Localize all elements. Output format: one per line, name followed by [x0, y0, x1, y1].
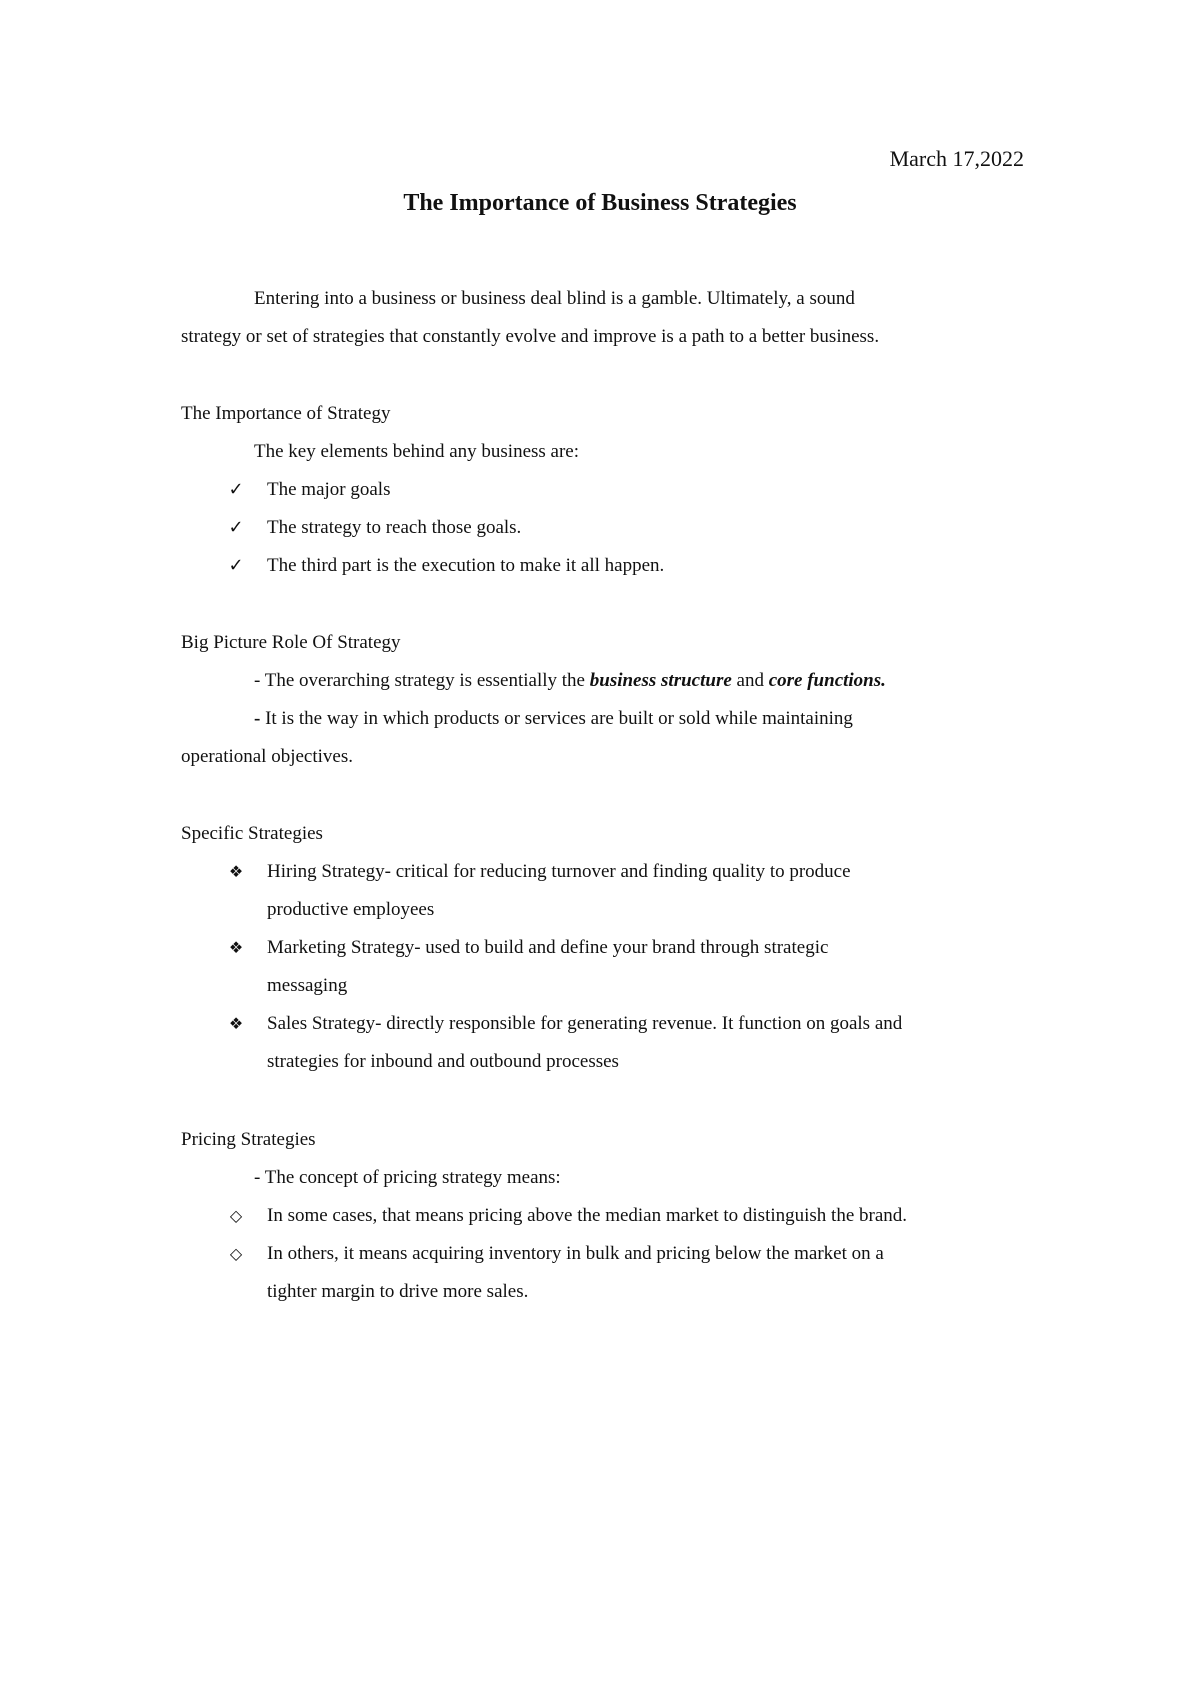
list-item: In some cases, that means pricing above the median market to distinguish the brand. [267, 1205, 908, 1226]
checkmark-icon: ✓ [228, 479, 244, 500]
four-diamond-icon: ❖ [228, 1014, 244, 1033]
list-item-continuation: strategies for inbound and outbound processes [267, 1051, 619, 1072]
list-item: Sales Strategy- directly responsible for generating revenue. It function on goals and [267, 1013, 903, 1034]
list-item: The strategy to reach those goals. [267, 517, 522, 538]
four-diamond-icon: ❖ [228, 938, 244, 957]
section-heading-big-picture: Big Picture Role Of Strategy [181, 632, 401, 653]
list-item-continuation: messaging [267, 975, 348, 996]
section-heading-pricing: Pricing Strategies [181, 1129, 316, 1150]
list-item: Hiring Strategy- critical for reducing turnover and finding quality to produce [267, 861, 851, 882]
list-item: Marketing Strategy- used to build and define your brand through strategic [267, 937, 829, 958]
importance-lead: The key elements behind any business are: [254, 441, 580, 462]
big-picture-point-2 [254, 708, 853, 730]
list-item-continuation: productive employees [267, 899, 435, 920]
list-item: In others, it means acquiring inventory in bulk and pricing below the market on a [267, 1243, 884, 1264]
checkmark-icon: ✓ [228, 517, 244, 538]
big-picture-point-1-prefix: - The overarching strategy is essentially the [254, 670, 590, 691]
emphasis-business-structure: business structure [589, 670, 732, 691]
intro-line-2: strategy or set of strategies that constantly evolve and improve is a path to a better business. [181, 326, 880, 347]
big-picture-point-2-dash: - [254, 708, 261, 729]
pricing-lead: - The concept of pricing strategy means: [254, 1167, 561, 1188]
hollow-diamond-icon: ◇ [229, 1206, 243, 1225]
hollow-diamond-icon: ◇ [229, 1244, 243, 1263]
list-item: The major goals [267, 479, 391, 500]
section-heading-specific: Specific Strategies [181, 823, 323, 844]
document-title: The Importance of Business Strategies [403, 190, 797, 216]
intro-line-1: Entering into a business or business deal blind is a gamble. Ultimately, a sound [254, 288, 855, 309]
checkmark-icon: ✓ [228, 555, 244, 576]
big-picture-point-1-mid: and [731, 670, 769, 691]
big-picture-point-2-text: It is the way in which products or services are built or sold while maintaining [260, 708, 853, 729]
big-picture-point-2-continuation: operational objectives. [181, 746, 353, 767]
section-heading-importance: The Importance of Strategy [181, 403, 391, 424]
list-item: The third part is the execution to make it all happen. [267, 555, 665, 576]
document-date: March 17,2022 [889, 146, 1024, 171]
big-picture-point-1 [254, 670, 886, 692]
four-diamond-icon: ❖ [228, 862, 244, 881]
list-item-continuation: tighter margin to drive more sales. [267, 1281, 529, 1302]
emphasis-core-functions: core functions. [768, 670, 886, 691]
